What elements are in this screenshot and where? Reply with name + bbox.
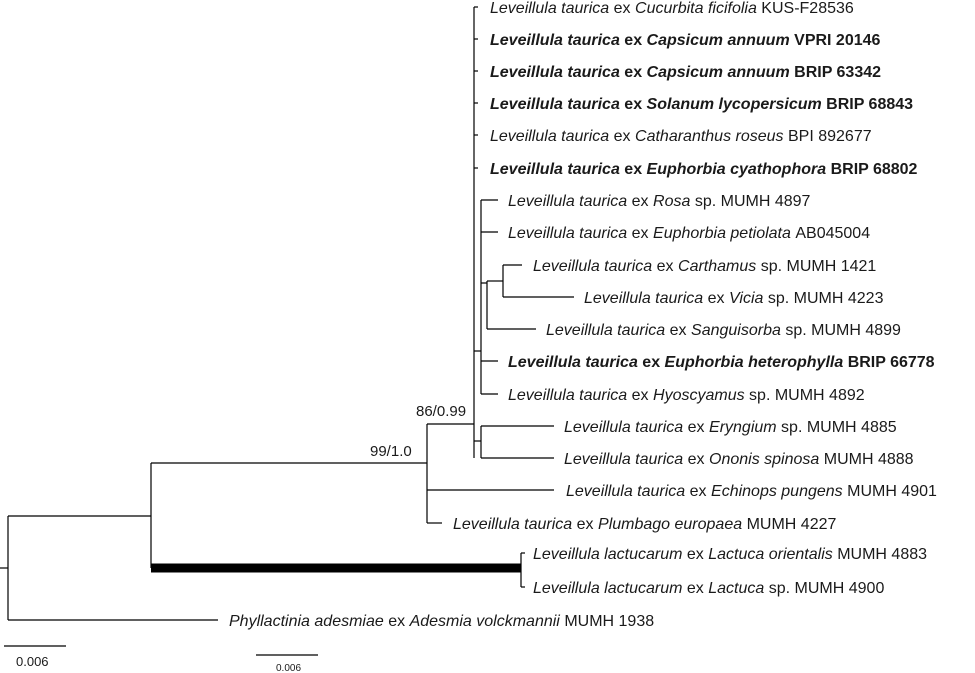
tip-voucher: BRIP 68802 [830, 161, 918, 178]
tip-species: taurica [567, 32, 620, 49]
tip-genus: Leveillula [508, 225, 575, 242]
tip-host: Plumbago europaea [598, 516, 743, 533]
tip-genus: Leveillula [490, 0, 557, 17]
tip-host: Euphorbia petiolata [653, 225, 791, 242]
tip-voucher: MUMH 4901 [847, 483, 937, 500]
tip-genus: Leveillula [453, 516, 520, 533]
tip-hostSp: sp. [749, 387, 771, 404]
tip-species: taurica [635, 451, 684, 468]
tip-label [490, 128, 872, 145]
tip-voucher: BPI 892677 [788, 128, 872, 145]
tip-ex: ex [642, 354, 661, 371]
tip-label [533, 258, 876, 275]
tip-voucher: MUMH 4899 [811, 322, 901, 339]
tip-voucher: MUMH 1938 [564, 613, 655, 630]
tip-species: adesmiae [314, 613, 384, 630]
tip-host: Carthamus [678, 258, 757, 275]
tip-genus: Leveillula [508, 354, 581, 371]
tip-genus: Leveillula [584, 290, 651, 307]
tip-species: taurica [585, 354, 638, 371]
tip-ex: ex [656, 258, 674, 275]
tip-genus: Leveillula [533, 580, 600, 597]
tip-ex: ex [686, 546, 704, 563]
tip-label [490, 96, 913, 113]
tip-voucher: BRIP 63342 [794, 64, 882, 81]
tip-host: Catharanthus roseus [635, 128, 784, 145]
tip-hostSp: sp. [767, 290, 790, 307]
tip-host: Adesmia volckmannii [409, 613, 560, 630]
tip-voucher: VPRI 20146 [794, 32, 881, 49]
tip-label [546, 322, 901, 339]
tip-ex: ex [669, 322, 687, 339]
tip-genus: Phyllactinia [229, 613, 310, 630]
tip-label [508, 193, 811, 210]
tip-ex: ex [631, 387, 649, 404]
tip-species: taurica [561, 128, 610, 145]
tip-host: Euphorbia heterophylla [664, 354, 844, 371]
tip-labels [229, 0, 937, 630]
tip-ex: ex [687, 419, 705, 436]
tip-host: Capsicum annuum [646, 64, 790, 81]
tip-host: Cucurbita ficifolia [635, 0, 757, 17]
tip-label [533, 580, 884, 597]
tip-label [490, 64, 881, 81]
tip-host: Echinops pungens [711, 483, 843, 500]
tip-voucher: MUMH 4897 [720, 193, 811, 210]
tip-host: Hyoscyamus [653, 387, 745, 404]
tip-species: taurica [604, 258, 653, 275]
tip-host: Euphorbia cyathophora [646, 161, 827, 178]
tip-genus: Leveillula [533, 258, 600, 275]
tip-species: taurica [637, 483, 686, 500]
tip-host: Lactuca [708, 580, 765, 597]
tip-ex: ex [576, 516, 594, 533]
tip-hostSp: sp. [785, 322, 807, 339]
tip-hostSp: sp. [781, 419, 803, 436]
tip-ex: ex [686, 580, 704, 597]
tip-voucher: MUMH 4888 [823, 451, 914, 468]
scale-bar-secondary [256, 655, 318, 673]
tip-species: taurica [635, 419, 684, 436]
tip-voucher: MUMH 4223 [793, 290, 884, 307]
tip-ex: ex [624, 64, 643, 81]
tip-ex: ex [388, 613, 406, 630]
tip-label [508, 225, 870, 242]
tip-label [566, 483, 937, 500]
tip-ex: ex [624, 96, 643, 113]
tip-genus: Leveillula [490, 32, 563, 49]
tip-label [490, 0, 854, 17]
tip-species: taurica [617, 322, 666, 339]
tip-species: taurica [579, 225, 628, 242]
tip-species: taurica [567, 64, 620, 81]
tip-ex: ex [687, 451, 705, 468]
tip-ex: ex [613, 128, 631, 145]
tip-species: lactucarum [604, 546, 683, 563]
tip-ex: ex [689, 483, 707, 500]
tip-host: Ononis spinosa [709, 451, 820, 468]
tip-label [564, 451, 914, 468]
tip-ex: ex [624, 32, 643, 49]
tip-genus: Leveillula [546, 322, 613, 339]
tip-host: Lactuca orientalis [708, 546, 833, 563]
tip-genus: Leveillula [564, 451, 631, 468]
tip-hostSp: sp. [768, 580, 791, 597]
tip-host: Capsicum annuum [646, 32, 790, 49]
tip-label [533, 546, 927, 563]
tip-ex: ex [613, 0, 631, 17]
tip-voucher: MUMH 4900 [794, 580, 885, 597]
tip-host: Rosa [653, 193, 691, 210]
tip-genus: Leveillula [490, 128, 557, 145]
tip-label [490, 32, 881, 49]
tip-genus: Leveillula [490, 64, 563, 81]
tip-hostSp: sp. [760, 258, 783, 275]
tip-label [564, 419, 897, 436]
tip-ex: ex [631, 193, 649, 210]
tip-host: Vicia [729, 290, 764, 307]
tip-genus: Leveillula [490, 96, 563, 113]
tip-species: taurica [567, 161, 620, 178]
tip-species: taurica [567, 96, 620, 113]
tip-genus: Leveillula [490, 161, 563, 178]
tip-voucher: MUMH 4227 [746, 516, 837, 533]
support-value-86: 86/0.99 [416, 403, 467, 420]
tip-voucher: MUMH 4883 [837, 546, 928, 563]
tip-hostSp: sp. [694, 193, 717, 210]
support-value-99: 99/1.0 [370, 443, 412, 460]
tip-genus: Leveillula [508, 387, 575, 404]
tip-species: taurica [524, 516, 573, 533]
tip-label [229, 613, 654, 630]
tip-species: taurica [655, 290, 704, 307]
tip-genus: Leveillula [533, 546, 600, 563]
tip-voucher: BRIP 66778 [847, 354, 935, 371]
scale-bar [4, 646, 66, 669]
tip-voucher: KUS-F28536 [761, 0, 854, 17]
tip-host: Solanum lycopersicum [646, 96, 822, 113]
tip-label [508, 354, 935, 371]
tip-voucher: MUMH 4892 [774, 387, 865, 404]
tip-voucher: MUMH 1421 [786, 258, 877, 275]
tip-ex: ex [624, 161, 643, 178]
tip-ex: ex [631, 225, 649, 242]
tip-species: taurica [579, 193, 628, 210]
tip-label [453, 516, 836, 533]
scale-bar-secondary-label: 0.006 [276, 663, 302, 673]
tip-species: taurica [579, 387, 628, 404]
tip-species: taurica [561, 0, 610, 17]
tip-genus: Leveillula [508, 193, 575, 210]
tip-label [490, 161, 918, 178]
tip-genus: Leveillula [564, 419, 631, 436]
tip-host: Eryngium [709, 419, 777, 436]
tip-genus: Leveillula [566, 483, 633, 500]
tip-ex: ex [707, 290, 725, 307]
tip-species: lactucarum [604, 580, 683, 597]
tip-voucher: AB045004 [795, 225, 871, 242]
tip-label [584, 290, 884, 307]
tip-host: Sanguisorba [691, 322, 781, 339]
tip-voucher: MUMH 4885 [806, 419, 897, 436]
scale-bar-label: 0.006 [16, 654, 49, 669]
tip-label [508, 387, 865, 404]
tip-voucher: BRIP 68843 [826, 96, 914, 113]
